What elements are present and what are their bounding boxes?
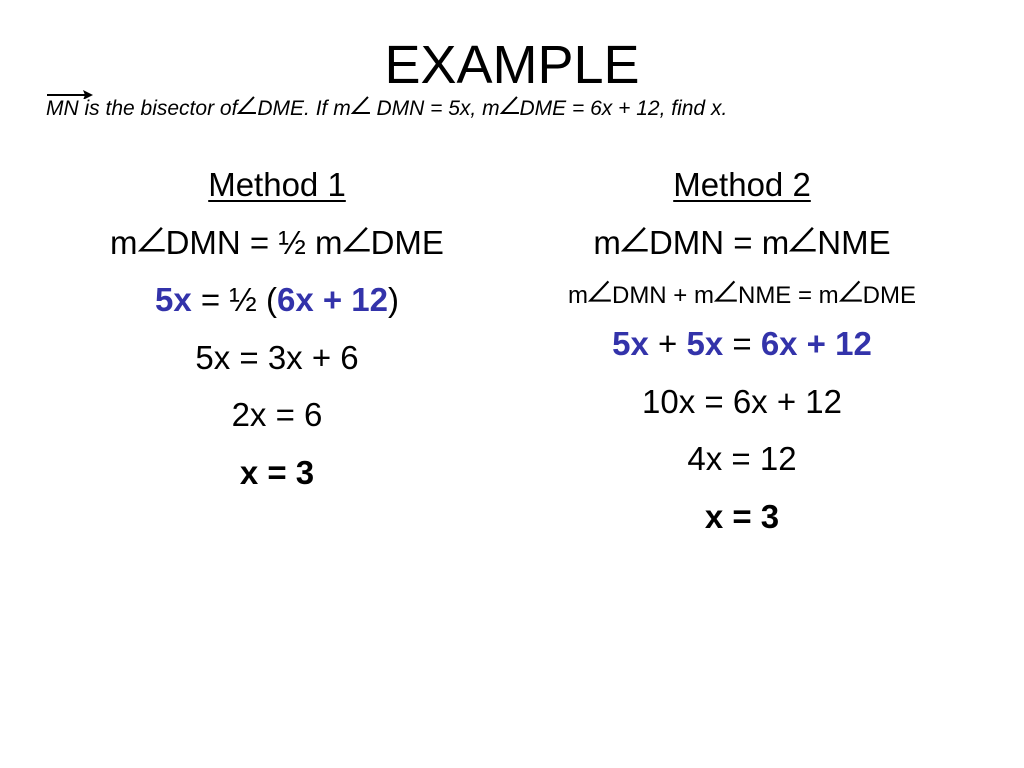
angle-symbol-icon xyxy=(237,95,257,115)
step-text: ) xyxy=(388,281,400,318)
angle-symbol-icon xyxy=(138,225,166,253)
method-1-step-3: 5x = 3x + 6 xyxy=(195,338,359,376)
angle-symbol-icon xyxy=(839,279,863,303)
method-1-column xyxy=(37,164,517,509)
angle-symbol-icon xyxy=(343,225,371,253)
method-2-step-3 xyxy=(502,323,982,381)
problem-text-1: is the bisector of xyxy=(78,97,238,120)
step-text: DME xyxy=(370,223,444,261)
method-2-step-2 xyxy=(502,279,982,323)
method-2-step-5: 4x = 12 xyxy=(687,440,797,477)
highlight-term: 5x xyxy=(686,325,724,362)
method-1-step-2 xyxy=(37,279,517,337)
highlight-term: 5x xyxy=(154,281,192,318)
highlight-term: 6x + 12 xyxy=(276,281,389,318)
method-1-step-4: 2x = 6 xyxy=(231,396,323,433)
step-text: DMN + m xyxy=(611,282,714,309)
highlight-term: 5x xyxy=(612,325,649,362)
angle-symbol-icon xyxy=(351,95,371,115)
angle-symbol-icon xyxy=(588,279,612,303)
angle-symbol-icon xyxy=(789,225,817,253)
angle-symbol-icon xyxy=(500,95,520,115)
ray-mn xyxy=(46,95,79,123)
highlight-term: 6x + 12 xyxy=(760,325,872,362)
step-text: = ½ ( xyxy=(191,281,277,318)
angle-symbol-icon xyxy=(714,279,738,303)
method-2-answer: x = 3 xyxy=(704,497,780,535)
method-2-column xyxy=(502,164,982,553)
step-text: DMN = ½ m xyxy=(165,223,343,261)
problem-text-4: DME = 6x + 12, find x. xyxy=(519,97,728,120)
problem-text-2: DME. If m xyxy=(257,97,351,120)
method-1-answer: x = 3 xyxy=(239,453,315,491)
step-text: NME = m xyxy=(737,282,839,309)
method-2-heading-line xyxy=(502,164,982,222)
problem-statement xyxy=(46,95,1016,123)
step-text: m xyxy=(110,223,138,261)
problem-text-3: DMN = 5x, m xyxy=(370,97,500,120)
step-text: DME xyxy=(862,282,917,309)
step-text: = xyxy=(723,325,761,362)
step-text: m xyxy=(567,282,588,309)
step-text: DMN = m xyxy=(648,223,790,261)
method-1-heading-line xyxy=(37,164,517,222)
method-2-heading: Method 2 xyxy=(673,166,811,203)
angle-symbol-icon xyxy=(621,225,649,253)
slide-title: EXAMPLE xyxy=(384,35,640,95)
ray-arrow-icon xyxy=(46,89,94,99)
method-2-step-1 xyxy=(502,222,982,280)
method-1-heading: Method 1 xyxy=(208,166,346,203)
method-2-step-4: 10x = 6x + 12 xyxy=(642,382,842,420)
step-text: NME xyxy=(817,223,891,261)
step-text: m xyxy=(593,223,621,261)
step-text: + xyxy=(648,325,687,362)
ray-label: MN xyxy=(46,97,79,120)
method-1-step-1 xyxy=(37,222,517,280)
